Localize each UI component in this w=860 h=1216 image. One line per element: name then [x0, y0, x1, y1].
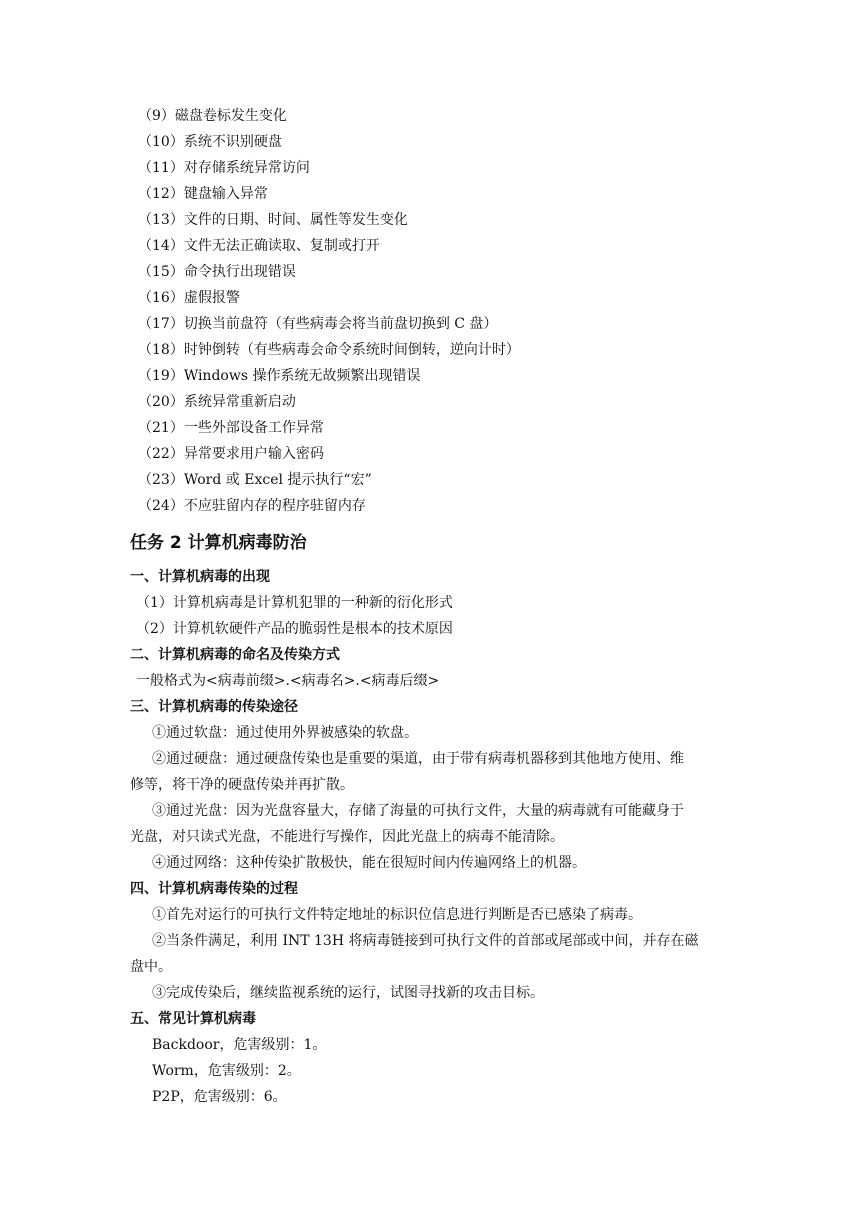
- section-heading: 四、计算机病毒传染的过程: [130, 881, 298, 897]
- list-item: （2）计算机软硬件产品的脆弱性是根本的技术原因: [136, 621, 453, 637]
- paragraph-line: ②通过硬盘：通过硬盘传染也是重要的渠道，由于带有病毒机器移到其他地方使用、维: [152, 751, 684, 767]
- list-item: （21）一些外部设备工作异常: [138, 420, 324, 436]
- list-item: （16）虚假报警: [138, 290, 240, 306]
- list-item: （13）文件的日期、时间、属性等发生变化: [138, 212, 408, 228]
- section-heading: 三、计算机病毒的传染途径: [130, 699, 298, 715]
- paragraph-line: ③完成传染后，继续监视系统的运行，试图寻找新的攻击目标。: [152, 985, 544, 1001]
- section-heading: 五、常见计算机病毒: [130, 1011, 256, 1027]
- section-heading: 一、计算机病毒的出现: [130, 569, 270, 585]
- paragraph-line: ④通过网络：这种传染扩散极快，能在很短时间内传遍网络上的机器。: [152, 855, 586, 871]
- list-item: （14）文件无法正确读取、复制或打开: [138, 238, 380, 254]
- list-item: （10）系统不识别硬盘: [138, 134, 282, 150]
- list-item: （20）系统异常重新启动: [138, 394, 296, 410]
- list-item: （1）计算机病毒是计算机犯罪的一种新的衍化形式: [136, 595, 453, 611]
- list-item: （12）键盘输入异常: [138, 186, 268, 202]
- list-item: （24）不应驻留内存的程序驻留内存: [138, 498, 366, 514]
- list-item: （17）切换当前盘符（有些病毒会将当前盘切换到 C 盘）: [138, 316, 498, 332]
- list-item: （11）对存储系统异常访问: [138, 160, 310, 176]
- section-heading: 二、计算机病毒的命名及传染方式: [130, 647, 340, 663]
- list-item: （19）Windows 操作系统无故频繁出现错误: [138, 368, 421, 384]
- list-item: （9）磁盘卷标发生变化: [138, 108, 287, 124]
- task-heading: 任务 2 计算机病毒防治: [130, 533, 307, 553]
- list-item: Worm，危害级别：2。: [152, 1063, 301, 1079]
- format-line: 一般格式为<病毒前缀>.<病毒名>.<病毒后缀>: [136, 673, 440, 689]
- list-item: （22）异常要求用户输入密码: [138, 446, 324, 462]
- paragraph-line: 盘中。: [130, 959, 172, 975]
- list-item: （15）命令执行出现错误: [138, 264, 296, 280]
- list-item: （18）时钟倒转（有些病毒会命令系统时间倒转，逆向计时）: [138, 342, 520, 358]
- paragraph-line: ①首先对运行的可执行文件特定地址的标识位信息进行判断是否已感染了病毒。: [152, 907, 642, 923]
- list-item: （23）Word 或 Excel 提示执行“宏”: [138, 472, 372, 488]
- list-item: Backdoor，危害级别：1。: [152, 1037, 327, 1053]
- paragraph-line: ②当条件满足，利用 INT 13H 将病毒链接到可执行文件的首部或尾部或中间，并存在磁: [152, 933, 699, 949]
- paragraph-line: ③通过光盘：因为光盘容量大，存储了海量的可执行文件，大量的病毒就有可能藏身于: [152, 803, 684, 819]
- paragraph-line: ①通过软盘：通过使用外界被感染的软盘。: [152, 725, 418, 741]
- paragraph-line: 修等，将干净的硬盘传染并再扩散。: [130, 777, 354, 793]
- paragraph-line: 光盘，对只读式光盘，不能进行写操作，因此光盘上的病毒不能清除。: [130, 829, 564, 845]
- list-item: P2P，危害级别：6。: [152, 1089, 287, 1105]
